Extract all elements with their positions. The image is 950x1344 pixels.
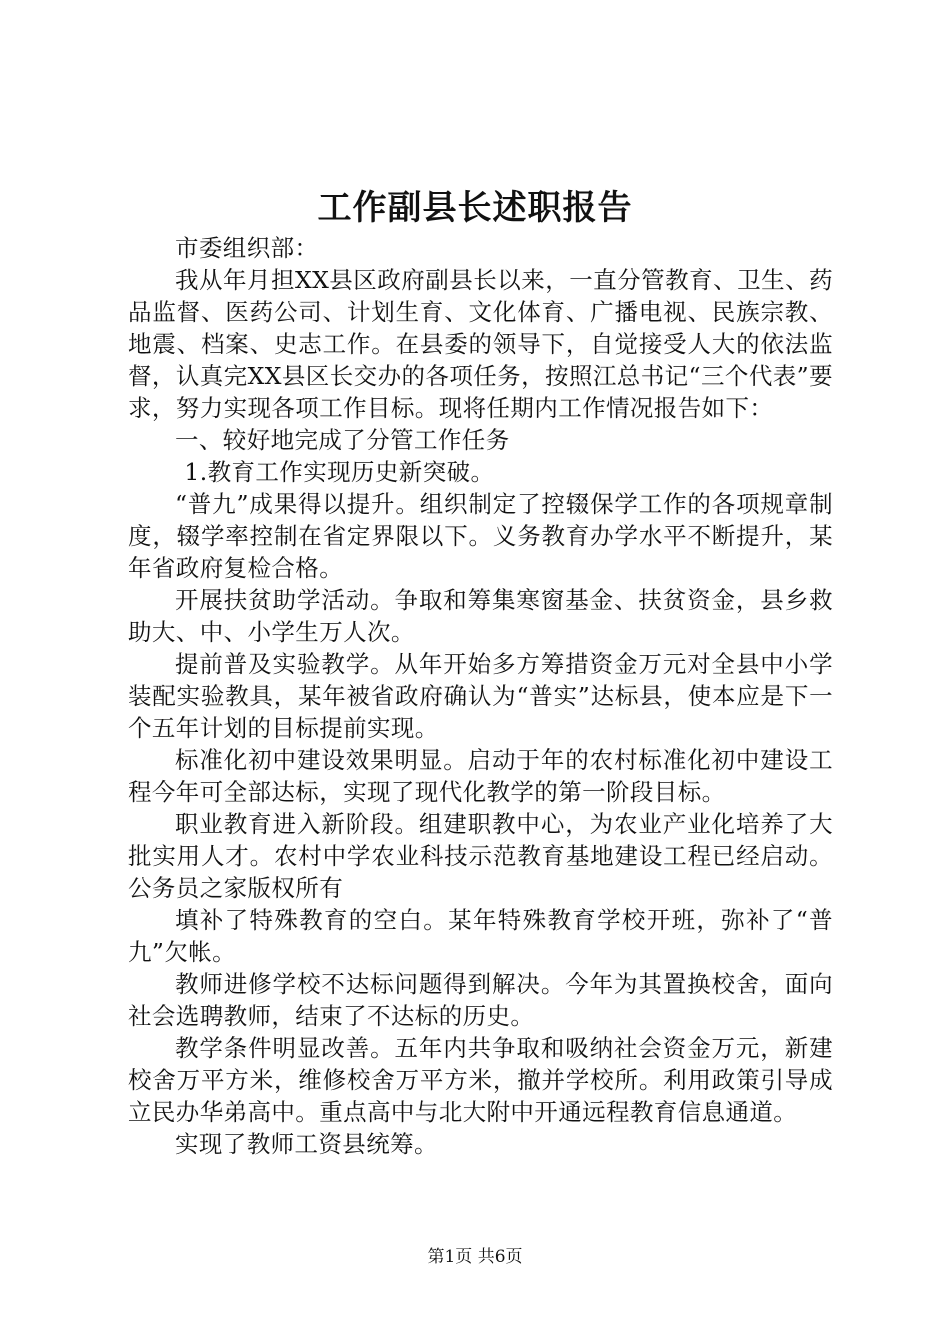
subsection-heading: 1.教育工作实现历史新突破。 bbox=[184, 458, 495, 486]
document-body bbox=[128, 232, 833, 1160]
paragraph: 提前普及实验教学。从年开始多方筹措资金万元对全县中小学装配实验教具，某年被省政府确认为“普实”达标县，使本应是下一个五年计划的目标提前实现。 bbox=[128, 650, 833, 742]
document-title: 工作副县长述职报告 bbox=[317, 188, 633, 228]
paragraph: 教学条件明显改善。五年内共争取和吸纳社会资金万元，新建校舍万平方米，维修校舍万平方米，撤并学校所。利用政策引导成立民办华弟高中。重点高中与北大附中开通远程教育信息通道。 bbox=[128, 1034, 833, 1126]
paragraph: 教师进修学校不达标问题得到解决。今年为其置换校舍，面向社会选聘教师，结束了不达标的历史。 bbox=[128, 970, 833, 1030]
paragraph: 填补了特殊教育的空白。某年特殊教育学校开班，弥补了“普九”欠帐。 bbox=[128, 906, 833, 966]
paragraph: “普九”成果得以提升。组织制定了控辍保学工作的各项规章制度，辍学率控制在省定界限以下。义务教育办学水平不断提升，某年省政府复检合格。 bbox=[128, 490, 833, 582]
page-number-footer: 第1页 共6页 bbox=[427, 1247, 523, 1267]
paragraph: 实现了教师工资县统筹。 bbox=[175, 1130, 438, 1158]
paragraph: 开展扶贫助学活动。争取和筹集寒窗基金、扶贫资金，县乡救助大、中、小学生万人次。 bbox=[128, 586, 833, 646]
paragraph-intro: 我从年月担XX县区政府副县长以来，一直分管教育、卫生、药品监督、医药公司、计划生育、文化体育、广播电视、民族宗教、地震、档案、史志工作。在县委的领导下，自觉接受人大的依法监督，认真完XX县区长交办的各项任务，按照江总书记“三个代表”要求，努力实现各项工作目标。现将任期内工作情况报告如下： bbox=[128, 266, 833, 422]
section-heading: 一、较好地完成了分管工作任务 bbox=[175, 426, 510, 454]
paragraph: 职业教育进入新阶段。组建职教中心，为农业产业化培养了大批实用人才。农村中学农业科技示范教育基地建设工程已经启动。公务员之家版权所有 bbox=[128, 810, 833, 902]
salutation: 市委组织部： bbox=[175, 234, 319, 262]
paragraph: 标准化初中建设效果明显。启动于年的农村标准化初中建设工程今年可全部达标，实现了现代化教学的第一阶段目标。 bbox=[128, 746, 833, 806]
